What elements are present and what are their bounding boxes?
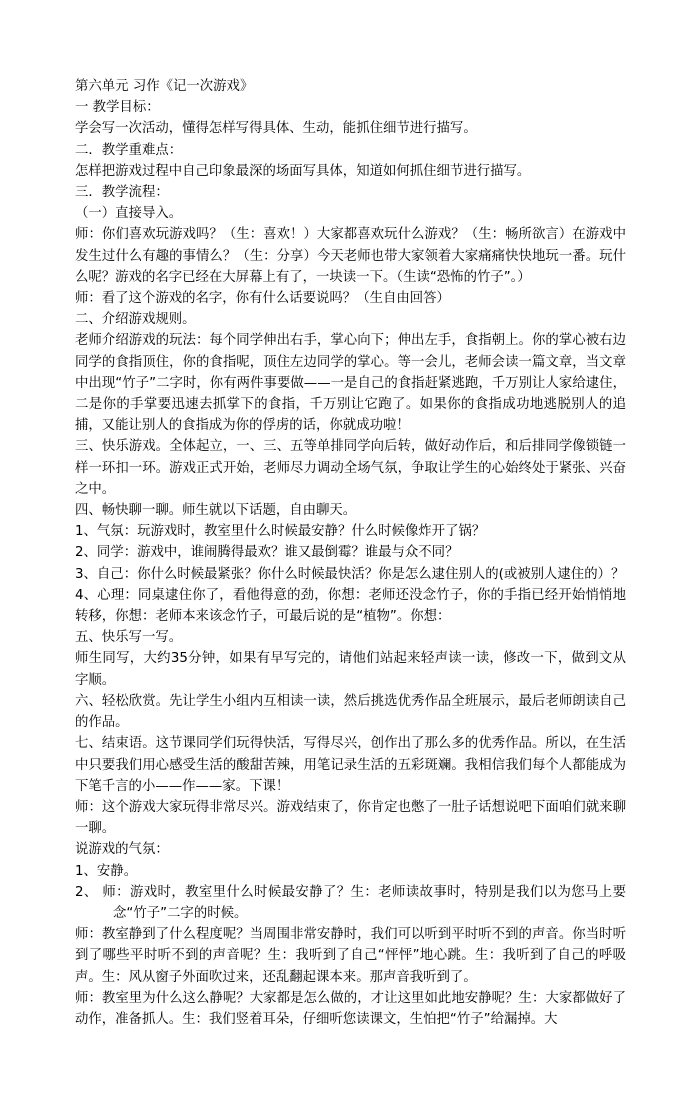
paragraph: 师：看了这个游戏的名字，你有什么话要说吗？（生自由回答）	[75, 291, 450, 307]
paragraph: 师：教室里为什么这么静呢？大家都是怎么做的，才让这里如此地安静呢？生：大家都做好了动作，准备抓人。生：我们竖着耳朵，仔细听您读课文，生怕把“竹子”给漏掉。大	[75, 990, 626, 1027]
document-page	[75, 76, 626, 1030]
list-item: 2、同学：游戏中，谁闹腾得最欢？谁又最倒霉？谁最与众不同？	[75, 545, 459, 561]
list-item: 1、安静。	[75, 863, 138, 879]
list-item: 4、心理：同桌逮住你了，看他得意的劲，你想：老师还没念竹子，你的手指已经开始悄悄地转移，你想：老师本来该念竹子，可最后说的是“植物”。你想：	[75, 587, 626, 625]
sub-heading: （一）直接导入。	[75, 206, 183, 222]
sub-heading: 二、介绍游戏规则。	[75, 312, 196, 328]
paragraph: 六、轻松欣赏。先让学生小组内互相读一读，然后挑选优秀作品全班展示，最后老师朗读自己的作品。	[75, 693, 626, 731]
paragraph: 老师介绍游戏的玩法：每个同学伸出右手，掌心向下；伸出左手，食指朝上。你的掌心被右边同学的食指顶住，你的食指呢，顶住左边同学的掌心。等一会儿，老师会读一篇文章，当文章中出现“竹子”二字时，你有两件事要做——一是自己的食指赶紧逃跑，千万别让人家给逮住，二是你的手掌要迅速去抓掌下的食指，千万别让它跑了。如果你的食指成功地逃脱别人的追捕，又能让别人的食指成为你的俘虏的话，你就成功啦！	[75, 333, 626, 434]
document-title: 第六单元 习作《记一次游戏》	[75, 79, 254, 94]
paragraph: 怎样把游戏过程中自己印象最深的场面写具体，知道如何抓住细节进行描写。	[75, 163, 531, 179]
sub-heading: 五、快乐写一写。	[75, 630, 183, 646]
section-heading-process: 三．教学流程：	[75, 185, 169, 201]
paragraph: 学会写一次活动，懂得怎样写得具体、生动，能抓住细节进行描写。	[75, 121, 477, 137]
section-heading-objectives: 一 教学目标：	[75, 100, 160, 116]
sub-heading: 说游戏的气氛：	[75, 842, 169, 858]
list-item: 2、 师：游戏时，教室里什么时候最安静了？生：老师读故事时，特别是我们以为您马上要念“竹子”二字的时候。	[75, 884, 626, 921]
paragraph: 师生同写，大约35分钟，如果有早写完的，请他们站起来轻声读一读，修改一下，做到文从字顺。	[75, 651, 626, 688]
paragraph: 七、结束语。这节课同学们玩得快活，写得尽兴，创作出了那么多的优秀作品。所以，在生活中只要我们用心感受生活的酸甜苦辣，用笔记录生活的五彩斑斓。我相信我们每个人都能成为下笔千言的小——作——家。下课！	[75, 736, 626, 794]
sub-heading: 四、畅快聊一聊。师生就以下话题，自由聊天。	[75, 503, 357, 519]
paragraph: 师：教室静到了什么程度呢？当周围非常安静时，我们可以听到平时听不到的声音。你当时听到了哪些平时听不到的声音呢？生：我听到了自己“怦怦”地心跳。生：我听到了自己的呼吸声。生：风从窗子外面吹过来，还乱翻起课本来。那声音我听到了。	[75, 927, 626, 985]
paragraph: 三、快乐游戏。全体起立，一、三、五等单排同学向后转，做好动作后，和后排同学像锁链一样一环扣一环。游戏正式开始，老师尽力调动全场气氛，争取让学生的心始终处于紧张、兴奋之中。	[75, 439, 626, 497]
paragraph: 师：你们喜欢玩游戏吗？（生：喜欢！）大家都喜欢玩什么游戏？（生：畅所欲言）在游戏中发生过什么有趣的事情么？（生：分享）今天老师也带大家领着大家痛痛快快地玩一番。玩什么呢？游戏的名字已经在大屏幕上有了，一块读一下。（生读“恐怖的竹子”。）	[75, 227, 626, 285]
list-item: 1、气氛：玩游戏时，教室里什么时候最安静？什么时候像炸开了锅？	[75, 524, 486, 540]
paragraph: 师：这个游戏大家玩得非常尽兴。游戏结束了，你肯定也憋了一肚子话想说吧下面咱们就来聊一聊。	[75, 799, 626, 837]
section-heading-key-points: 二．教学重难点：	[75, 142, 183, 158]
list-item: 3、自己：你什么时候最紧张？你什么时候最快活？你是怎么逮住别人的(或被别人逮住的）？	[75, 566, 625, 582]
